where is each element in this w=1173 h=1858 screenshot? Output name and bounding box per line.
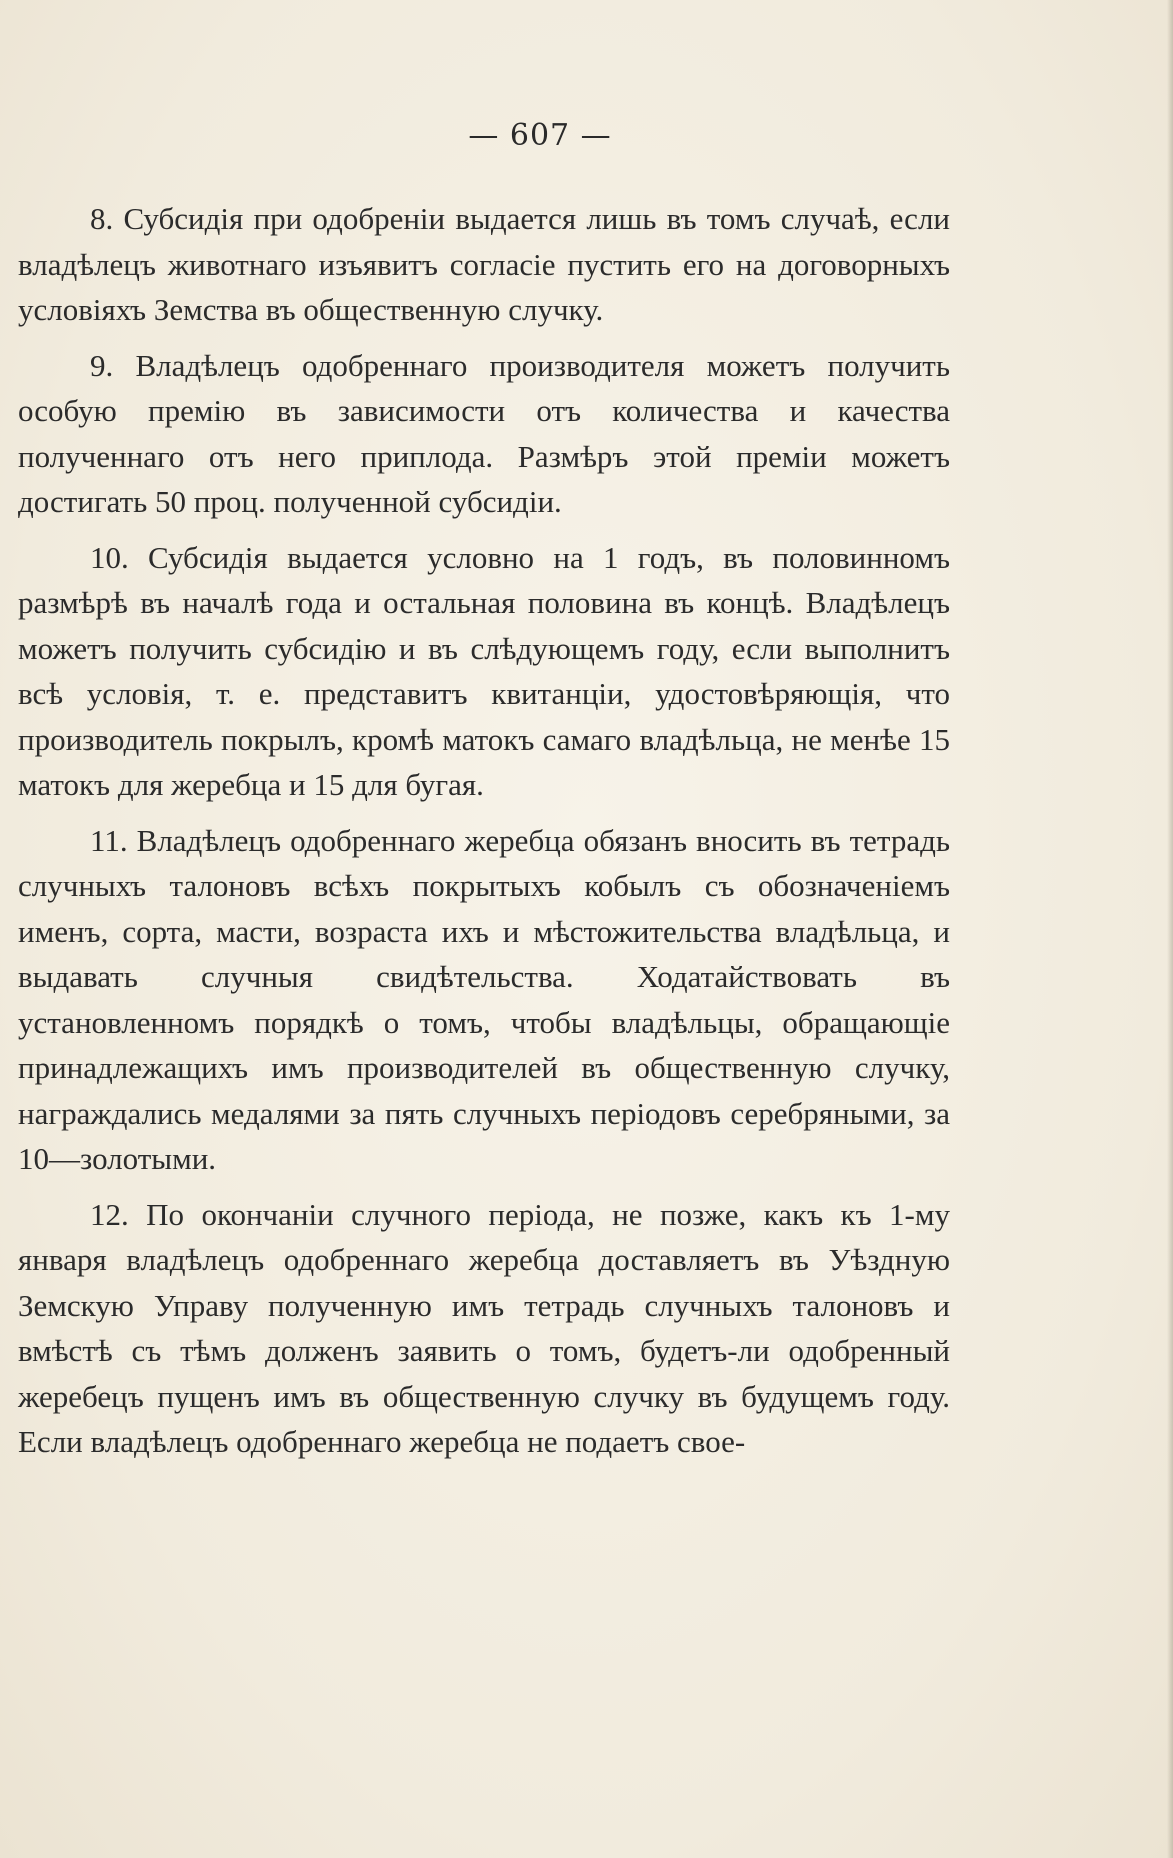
- paragraph-9: 9. Владѣлецъ одобреннаго производителя можетъ получить особую премію въ зависимости отъ количества и качества полученнаго отъ него приплода. Размѣръ этой преміи можетъ достигать 50 проц. полученной субсидіи.: [18, 347, 950, 519]
- paragraph-12: 12. По окончаніи случного періода, не позже, какъ къ 1-му января владѣлецъ одобреннаго жеребца доставляетъ въ Уѣздную Земскую Управу полученную имъ тетрадь случныхъ талоновъ и вмѣстѣ съ тѣмъ долженъ заявить о томъ, будетъ-ли одобренный жеребецъ пущенъ имъ въ общественную случку въ будущемъ году. Если владѣлецъ одобреннаго жеребца не подаетъ свое-: [18, 1196, 950, 1459]
- paragraph-8: 8. Субсидія при одобреніи выдается лишь въ томъ случаѣ, если владѣлецъ животнаго изъявитъ согласіе пустить его на договорныхъ условіяхъ Земства въ общественную случку.: [18, 201, 950, 327]
- page-edge-shadow: [1167, 0, 1173, 1858]
- paragraph-11: 11. Владѣлецъ одобреннаго жеребца обязанъ вносить въ тетрадь случныхъ талоновъ всѣхъ покрытыхъ кобылъ съ обозначеніемъ именъ, сорта, масти, возраста ихъ и мѣстожительства владѣльца, и выдавать случныя свидѣтельства. Ходатайствовать въ установленномъ порядкѣ о томъ, чтобы владѣльцы, обращающіе принадлежащихъ имъ производителей въ общественную случку, награждались медалями за пять случныхъ періодовъ серебряными, за 10—золотыми.: [18, 822, 950, 1176]
- paragraph-10: 10. Субсидія выдается условно на 1 годъ, въ половинномъ размѣрѣ въ началѣ года и остальная половина въ концѣ. Владѣлецъ можетъ получить субсидію и въ слѣдующемъ году, если выполнитъ всѣ условія, т. е. представитъ квитанціи, удостовѣряющія, что производитель покрылъ, кромѣ матокъ самаго владѣльца, не менѣе 15 матокъ для жеребца и 15 для бугая.: [18, 539, 950, 802]
- page-number: — 607 —: [468, 118, 612, 153]
- body-text: [18, 196, 950, 1465]
